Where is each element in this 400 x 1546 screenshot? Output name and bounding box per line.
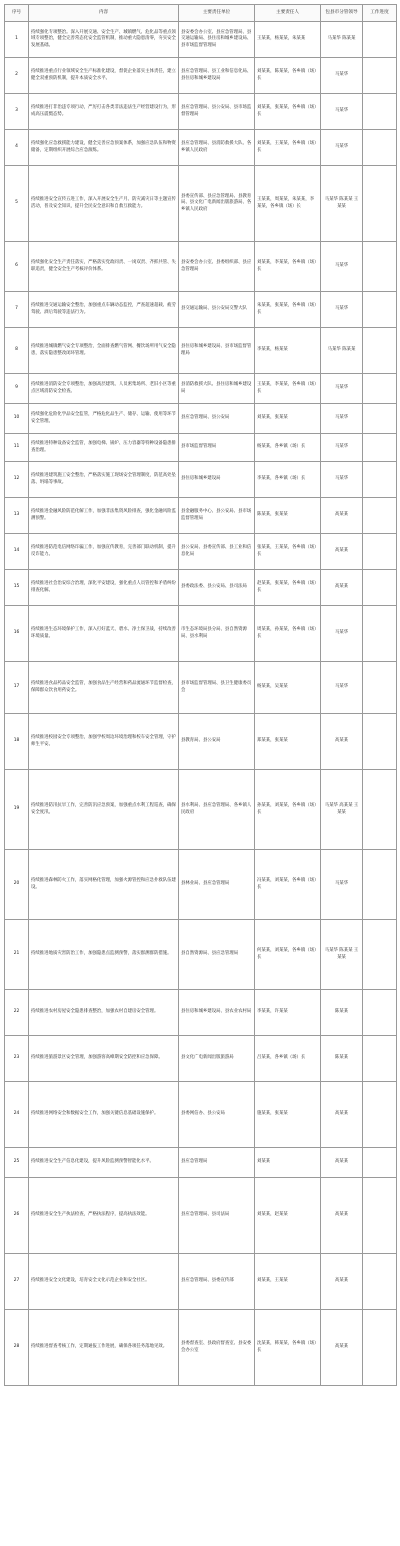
table-row [5, 990, 397, 1036]
row-responsible-person: 沈某某，韩某某，各乡镇（场）长 [255, 1310, 321, 1386]
row-responsible-unit: 县市场监督管理局、县卫生健康委员会 [179, 662, 255, 714]
row-responsible-unit: 县住房和城乡建设局、县农业农村局 [179, 990, 255, 1036]
table-row [5, 130, 397, 166]
row-responsible-person: 王某某，周某某，朱某某，李某某，各乡镇（场）长 [255, 166, 321, 242]
row-responsible-unit: 县应急管理局、县工业和信息化局、县住房和城乡建设局 [179, 58, 255, 94]
row-number: 12 [5, 462, 29, 498]
row-number: 26 [5, 1178, 29, 1254]
row-responsible-unit: 县应急管理局、县委宣传部 [179, 1254, 255, 1310]
row-responsible-unit: 县委宣传部、县应急管理局、县教育局、县文化广电新闻出版旅游局、各乡镇人民政府 [179, 166, 255, 242]
row-responsible-unit: 县自然资源局、县应急管理局 [179, 920, 255, 990]
row-lead: 高某某 [321, 1310, 363, 1386]
row-content: 持续推进打非治违专项行动，严厉打击各类非法违法生产经营建设行为，形成高压震慑态势。 [29, 94, 179, 130]
row-content: 持续强化专项整治。深入开展交通、安全生产、城镇燃气、危化品等重点领域专项整治，健全完善常态化安全监管机制，推动重大隐患清零，夯实安全发展基础。 [29, 22, 179, 58]
row-responsible-unit: 县交通运输局、县公安局交警大队 [179, 292, 255, 328]
row-progress [363, 242, 397, 292]
row-responsible-unit: 县安委会办公室、县应急管理局、县交通运输局、县住房和城乡建设局、县市场监督管理局 [179, 22, 255, 58]
row-lead: 高某某 [321, 498, 363, 534]
table-row [5, 534, 397, 570]
table-row [5, 404, 397, 434]
row-responsible-unit: 市生态环境局县分局、县自然资源局、县水利局 [179, 606, 255, 662]
row-responsible-unit: 县安委会办公室、县委组织部、县应急管理局 [179, 242, 255, 292]
row-number: 24 [5, 1082, 29, 1148]
row-lead: 马某华 [321, 94, 363, 130]
row-lead: 马某华 [321, 404, 363, 434]
row-progress [363, 662, 397, 714]
row-responsible-person: 朱某某，张某某，各乡镇（场）长 [255, 292, 321, 328]
row-lead: 马某华 陈某某 [321, 22, 363, 58]
row-content: 持续强化危险化学品安全监管，严格危化品生产、储存、运输、使用等环节安全管理。 [29, 404, 179, 434]
row-responsible-person: 刘某某，张某某 [255, 404, 321, 434]
row-content: 持续推进消防安全专项整治，加强高层建筑、人员密集场所、老旧小区等重点区域消防安全检查。 [29, 374, 179, 404]
row-progress [363, 166, 397, 242]
row-number: 27 [5, 1254, 29, 1310]
row-responsible-person: 刘某某，陈某某，各乡镇（场）长 [255, 58, 321, 94]
row-lead: 马某华 [321, 130, 363, 166]
row-content: 持续推进农村房屋安全隐患排查整治，加强农村自建房安全管理。 [29, 990, 179, 1036]
row-lead: 陈某某 [321, 1036, 363, 1082]
table-row [5, 1036, 397, 1082]
row-progress [363, 1178, 397, 1254]
row-lead: 高某某 [321, 570, 363, 606]
table-row [5, 770, 397, 850]
row-progress [363, 22, 397, 58]
header-unit: 主要责任单位 [179, 5, 255, 22]
row-responsible-person: 吕某某，各乡镇（场）长 [255, 1036, 321, 1082]
table-row [5, 462, 397, 498]
row-content: 持续强化应急救援能力建设，健全完善应急预案体系，加强应急队伍和物资储备，定期组织开展综合应急演练。 [29, 130, 179, 166]
row-responsible-unit: 县应急管理局、县公安局、县市场监督管理局 [179, 94, 255, 130]
row-content: 持续推进防汛抗旱工作，完善防汛应急预案，加强重点水利工程巡查，确保安全度汛。 [29, 770, 179, 850]
row-lead: 马某华 [321, 292, 363, 328]
row-progress [363, 292, 397, 328]
table-row [5, 374, 397, 404]
table-body [5, 22, 397, 1386]
row-responsible-person: 冯某某，刘某某，各乡镇（场）长 [255, 850, 321, 920]
row-lead: 马某华 [321, 662, 363, 714]
row-responsible-unit: 县消防救援大队、县住房和城乡建设局 [179, 374, 255, 404]
table-header-row [5, 5, 397, 22]
row-progress [363, 990, 397, 1036]
table-row [5, 94, 397, 130]
table-row [5, 58, 397, 94]
row-lead: 高某某 [321, 1254, 363, 1310]
row-content: 持续推进安全生产信息化建设，提升风险监测预警智能化水平。 [29, 1148, 179, 1178]
row-lead: 马某华 [321, 462, 363, 498]
row-content: 持续推进特种设备安全监管，加强电梯、锅炉、压力容器等特种设备隐患排查治理。 [29, 434, 179, 462]
row-number: 16 [5, 606, 29, 662]
row-progress [363, 534, 397, 570]
row-content: 持续推进网络安全和数据安全工作，加强关键信息基础设施保护。 [29, 1082, 179, 1148]
table-row [5, 714, 397, 770]
row-number: 2 [5, 58, 29, 94]
row-responsible-person: 李某某，许某某 [255, 990, 321, 1036]
row-progress [363, 374, 397, 404]
table-row [5, 1254, 397, 1310]
row-number: 18 [5, 714, 29, 770]
row-content: 持续推进森林防火工作，落实网格化管理，加强火源管控和应急扑救队伍建设。 [29, 850, 179, 920]
header-person: 主要责任人 [255, 5, 321, 22]
row-number: 7 [5, 292, 29, 328]
row-progress [363, 434, 397, 462]
row-content: 持续推进食品药品安全监管，加强食品生产经营和药品流通环节监督检查，保障群众饮食用药安全。 [29, 662, 179, 714]
row-progress [363, 714, 397, 770]
row-number: 1 [5, 22, 29, 58]
row-responsible-unit: 县住房和城乡建设局、县市场监督管理局 [179, 328, 255, 374]
table-row [5, 242, 397, 292]
row-progress [363, 130, 397, 166]
row-content: 持续推进社会治安综合治理，深化平安建设，强化重点人员管控和矛盾纠纷排查化解。 [29, 570, 179, 606]
row-responsible-unit: 县文化广电新闻出版旅游局 [179, 1036, 255, 1082]
row-lead: 马某华 [321, 242, 363, 292]
row-content: 持续推进建筑施工安全整治，严格落实施工现场安全管理制度，防范高处坠落、坍塌等事故。 [29, 462, 179, 498]
table-row [5, 570, 397, 606]
row-number: 15 [5, 570, 29, 606]
row-number: 8 [5, 328, 29, 374]
row-responsible-unit: 县林业局、县应急管理局 [179, 850, 255, 920]
row-progress [363, 850, 397, 920]
row-responsible-person: 刘某某，王某某 [255, 1254, 321, 1310]
row-progress [363, 1148, 397, 1178]
row-number: 13 [5, 498, 29, 534]
row-responsible-unit: 县水利局、县应急管理局、各乡镇人民政府 [179, 770, 255, 850]
row-responsible-unit: 县公安局、县委宣传部、县工业和信息化局 [179, 534, 255, 570]
task-table [4, 4, 397, 1386]
row-progress [363, 920, 397, 990]
table-row [5, 22, 397, 58]
row-lead: 高某某 [321, 1082, 363, 1148]
row-number: 22 [5, 990, 29, 1036]
row-lead: 高某某 [321, 534, 363, 570]
table-row [5, 606, 397, 662]
table-row [5, 1178, 397, 1254]
row-responsible-unit: 县委督查室、县政府督查室、县安委会办公室 [179, 1310, 255, 1386]
row-responsible-person: 李某某，杨某某 [255, 328, 321, 374]
row-responsible-unit: 县应急管理局、县消防救援大队、各乡镇人民政府 [179, 130, 255, 166]
row-responsible-person: 张某某，王某某，各乡镇（场）长 [255, 534, 321, 570]
row-responsible-unit: 县应急管理局、县司法局 [179, 1178, 255, 1254]
row-lead: 高某某 [321, 1178, 363, 1254]
row-lead: 马某华 陈某某 [321, 328, 363, 374]
row-responsible-person: 刘某某 [255, 1148, 321, 1178]
table-row [5, 1310, 397, 1386]
row-number: 25 [5, 1148, 29, 1178]
row-responsible-person: 王某某，杨某某，朱某某 [255, 22, 321, 58]
row-content: 持续推进旅游景区安全管理，加强游客高峰期安全防控和应急保障。 [29, 1036, 179, 1082]
row-number: 17 [5, 662, 29, 714]
row-progress [363, 58, 397, 94]
row-lead: 高某某 [321, 714, 363, 770]
row-progress [363, 498, 397, 534]
row-lead: 陈某某 [321, 990, 363, 1036]
row-content: 持续推进金融风险防范化解工作，加强非法集资风险排查，强化金融风险监测预警。 [29, 498, 179, 534]
row-responsible-person: 刘某某，张某某，各乡镇（场）长 [255, 94, 321, 130]
header-no: 序号 [5, 5, 29, 22]
row-progress [363, 770, 397, 850]
row-progress [363, 94, 397, 130]
row-responsible-unit: 县委网信办、县公安局 [179, 1082, 255, 1148]
row-content: 持续推进安全文化建设，培育安全文化示范企业和安全社区。 [29, 1254, 179, 1310]
row-content: 持续推进防范电信网络诈骗工作，加强宣传教育，完善部门联动机制，提升反诈能力。 [29, 534, 179, 570]
row-responsible-person: 刘某某，王某某，各乡镇（场）长 [255, 130, 321, 166]
row-number: 5 [5, 166, 29, 242]
row-number: 19 [5, 770, 29, 850]
row-progress [363, 570, 397, 606]
row-responsible-person: 何某某，刘某某，各乡镇（场）长 [255, 920, 321, 990]
row-responsible-person: 陈某某，张某某 [255, 498, 321, 534]
row-responsible-person: 杨某某，吴某某 [255, 662, 321, 714]
header-progress: 工作进度 [363, 5, 397, 22]
row-responsible-person: 施某某，张某某 [255, 1082, 321, 1148]
row-lead: 马某华 [321, 850, 363, 920]
row-number: 23 [5, 1036, 29, 1082]
row-number: 3 [5, 94, 29, 130]
row-content: 持续推进重点行业领域安全生产标准化建设，督促企业落实主体责任，建立健全双重预防机制，提升本质安全水平。 [29, 58, 179, 94]
row-responsible-unit: 县住房和城乡建设局 [179, 462, 255, 498]
row-responsible-unit: 县应急管理局 [179, 1148, 255, 1178]
row-responsible-unit: 县金融服务中心、县公安局、县市场监督管理局 [179, 498, 255, 534]
row-number: 9 [5, 374, 29, 404]
row-progress [363, 404, 397, 434]
row-lead: 马某华 高某某 王某某 [321, 770, 363, 850]
row-content: 持续推进地质灾害防治工作，加强隐患点监测预警，落实群测群防措施。 [29, 920, 179, 990]
table-row [5, 850, 397, 920]
row-responsible-person: 孙某某，刘某某，各乡镇（场）长 [255, 770, 321, 850]
row-responsible-person: 刘某某，李某某，各乡镇（场）长 [255, 242, 321, 292]
row-responsible-person: 王某某，李某某，各乡镇（场）长 [255, 374, 321, 404]
row-responsible-person: 杨某某，各乡镇（场）长 [255, 434, 321, 462]
row-responsible-unit: 县教育局、县公安局 [179, 714, 255, 770]
row-progress [363, 1310, 397, 1386]
row-number: 28 [5, 1310, 29, 1386]
row-number: 20 [5, 850, 29, 920]
row-number: 6 [5, 242, 29, 292]
row-progress [363, 1082, 397, 1148]
table-row [5, 662, 397, 714]
row-responsible-unit: 县市场监督管理局 [179, 434, 255, 462]
row-progress [363, 1254, 397, 1310]
row-progress [363, 1036, 397, 1082]
row-number: 14 [5, 534, 29, 570]
header-lead: 包县市分管领导 [321, 5, 363, 22]
row-lead: 马某华 [321, 434, 363, 462]
row-content: 持续推进校园安全专项整治，加强学校周边环境治理和校车安全管理，守护师生平安。 [29, 714, 179, 770]
row-lead: 高某某 [321, 1148, 363, 1178]
table-row [5, 292, 397, 328]
table-row [5, 328, 397, 374]
row-number: 11 [5, 434, 29, 462]
row-number: 4 [5, 130, 29, 166]
row-number: 10 [5, 404, 29, 434]
row-lead: 马某华 [321, 606, 363, 662]
table-row [5, 166, 397, 242]
table-row [5, 1082, 397, 1148]
row-responsible-person: 郑某某，张某某 [255, 714, 321, 770]
row-content: 持续推进安全生产执法检查，严格执法程序，提高执法效能。 [29, 1178, 179, 1254]
row-content: 持续推进城镇燃气安全专项整治，全面排查燃气管网、餐饮场所用气安全隐患，落实隐患整改闭环管理。 [29, 328, 179, 374]
row-lead: 马某华 [321, 374, 363, 404]
row-content: 持续推进交通运输安全整治，加强重点车辆动态监控，严查超速超载、疲劳驾驶、酒后驾驶等违法行为。 [29, 292, 179, 328]
table-row [5, 434, 397, 462]
table-row [5, 498, 397, 534]
row-progress [363, 462, 397, 498]
row-responsible-person: 李某某，各乡镇（场）长 [255, 462, 321, 498]
row-content: 持续推进安全宣传五进工作，深入开展安全生产月、防灾减灾日等主题宣传活动，普及安全知识，提升全民安全意识和自救互救能力。 [29, 166, 179, 242]
row-content: 持续推进督查考核工作，定期通报工作进展，确保各项任务落地见效。 [29, 1310, 179, 1386]
table-row [5, 920, 397, 990]
row-lead: 马某华 陈某某 王某某 [321, 166, 363, 242]
row-number: 21 [5, 920, 29, 990]
row-progress [363, 606, 397, 662]
row-responsible-person: 刘某某，赵某某 [255, 1178, 321, 1254]
row-progress [363, 328, 397, 374]
row-responsible-person: 周某某，孙某某，各乡镇（场）长 [255, 606, 321, 662]
table-row [5, 1148, 397, 1178]
row-responsible-person: 赵某某，张某某，各乡镇（场）长 [255, 570, 321, 606]
row-lead: 马某华 [321, 58, 363, 94]
row-content: 持续推进生态环境保护工作，深入打好蓝天、碧水、净土保卫战，持续改善环境质量。 [29, 606, 179, 662]
row-content: 持续强化安全生产责任落实，严格落实党政同责、一岗双责、齐抓共管、失职追责，健全安全生产考核评价体系。 [29, 242, 179, 292]
row-responsible-unit: 县应急管理局、县公安局 [179, 404, 255, 434]
row-lead: 马某华 陈某某 王某某 [321, 920, 363, 990]
header-content: 内容 [29, 5, 179, 22]
row-responsible-unit: 县委政法委、县公安局、县司法局 [179, 570, 255, 606]
